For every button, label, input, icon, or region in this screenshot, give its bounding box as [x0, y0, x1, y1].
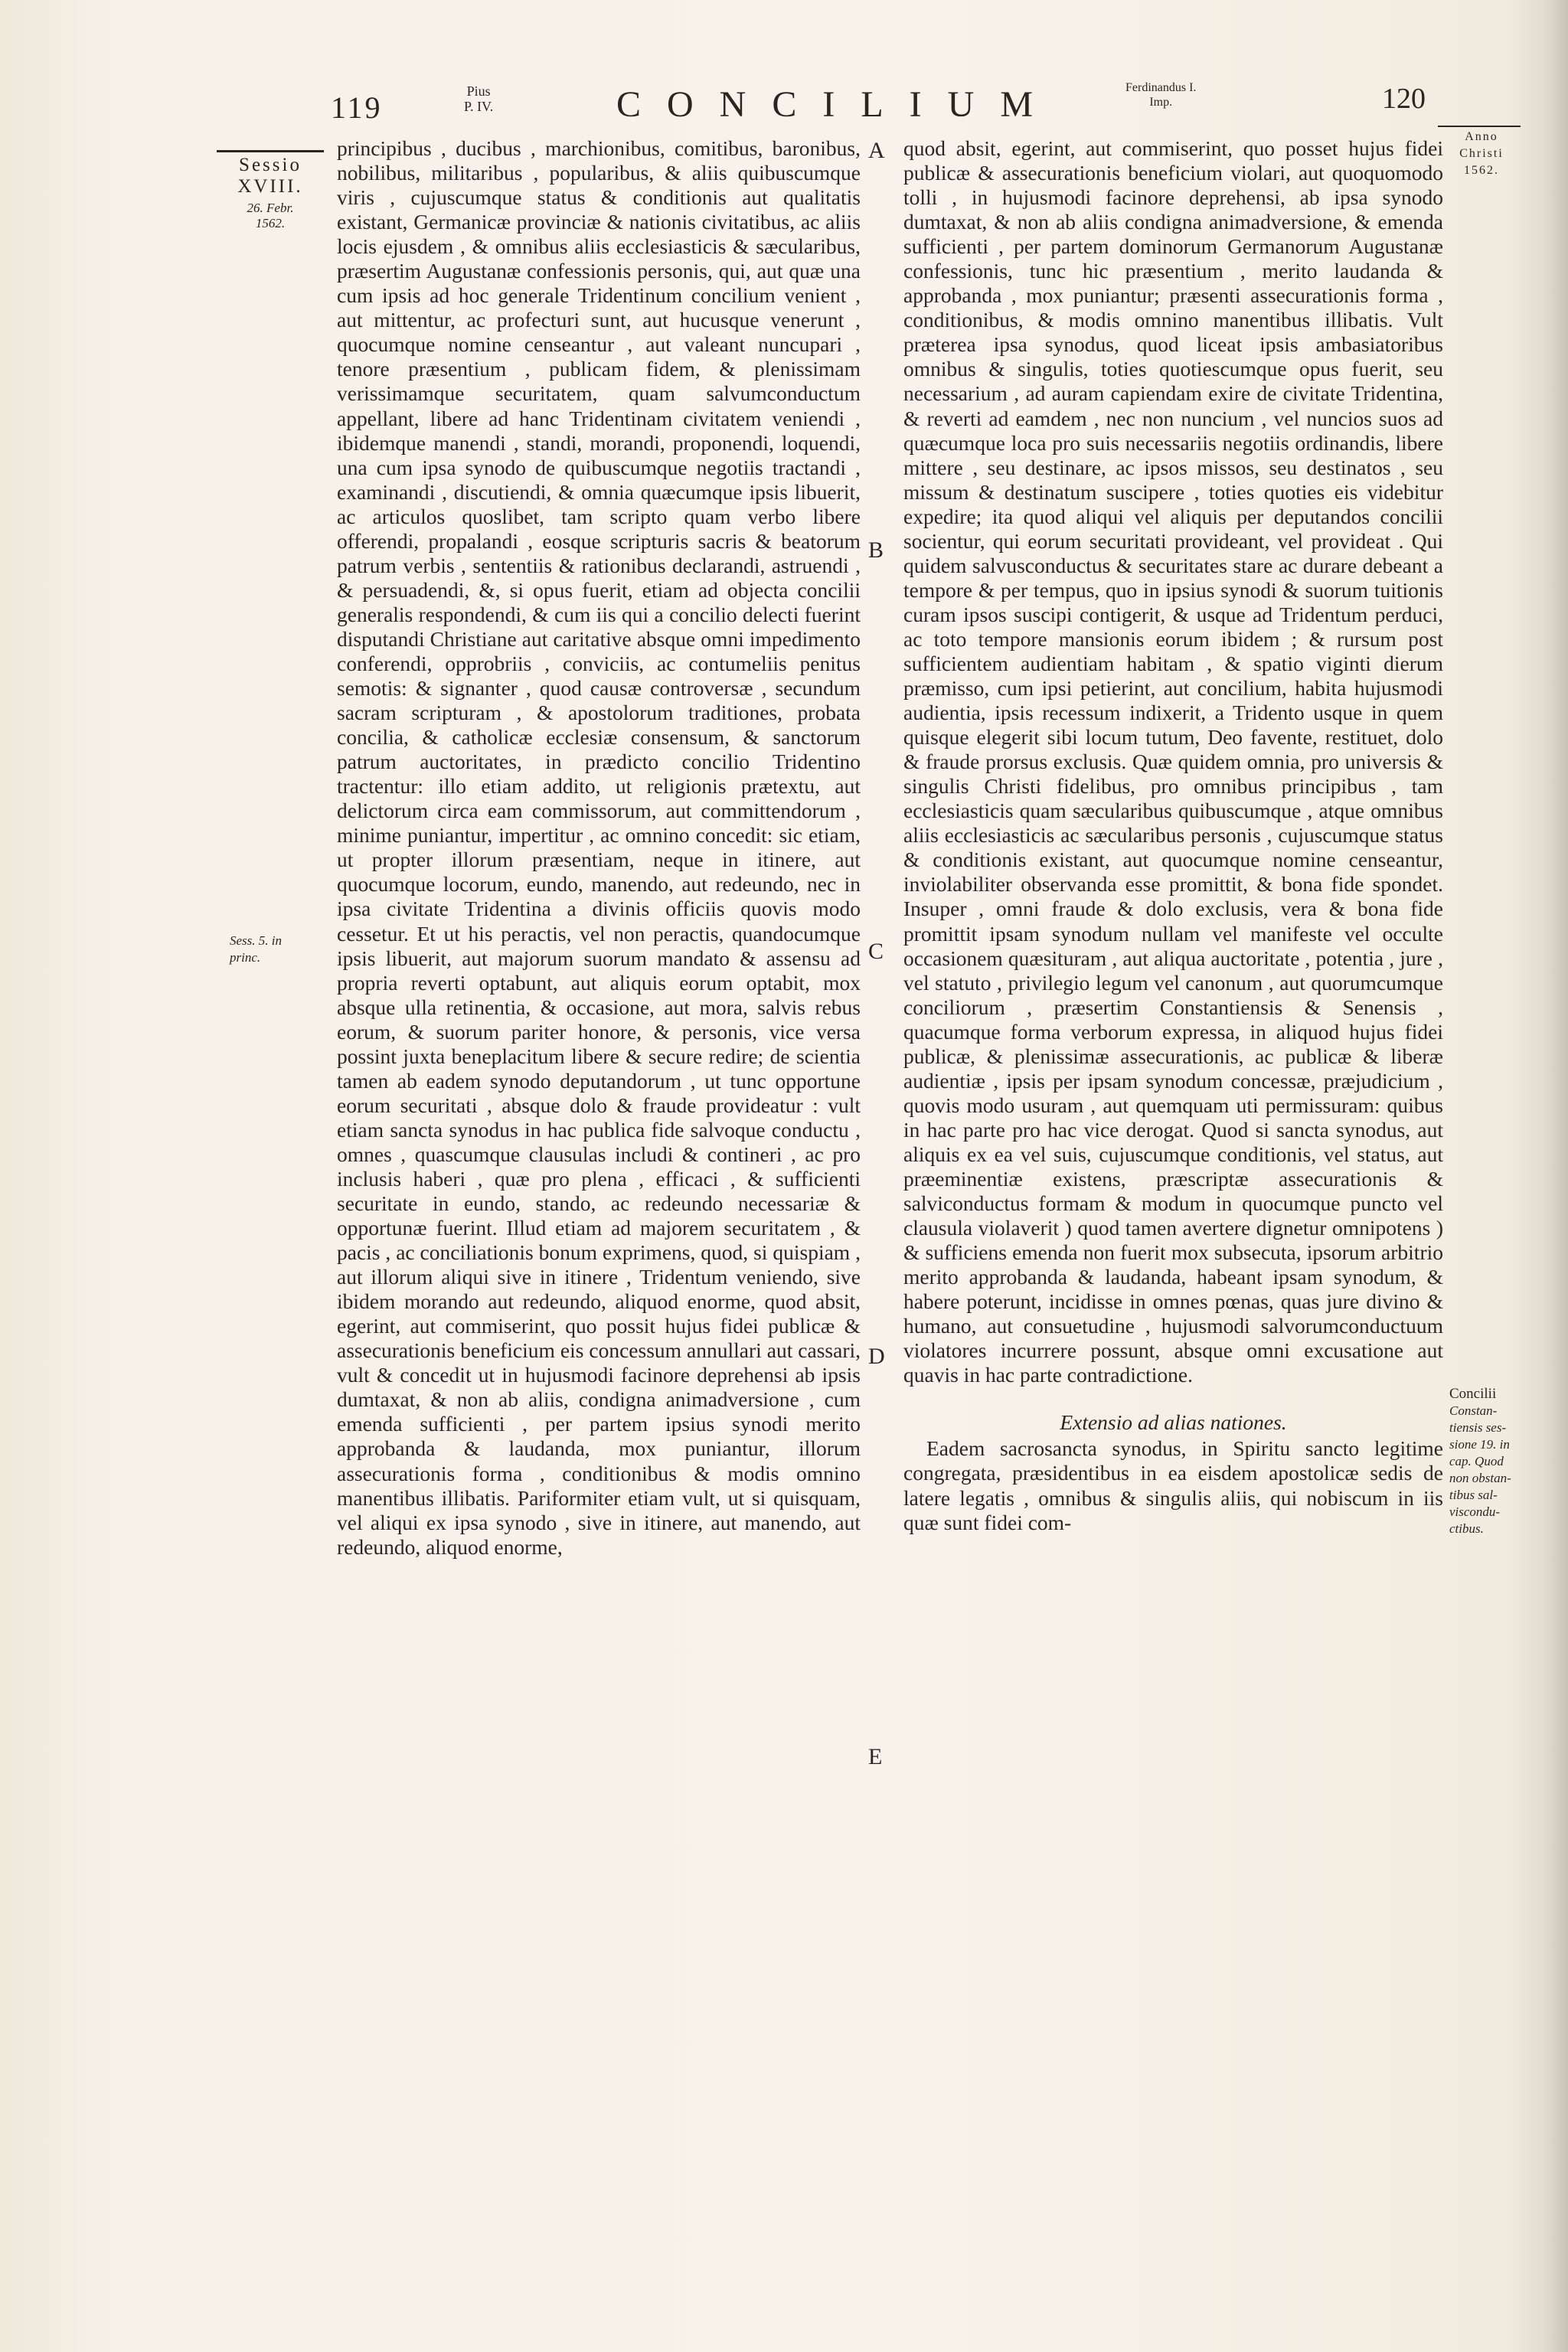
anno-year: 1562.: [1464, 164, 1499, 177]
rnote-line-4: cap. Quod: [1449, 1454, 1504, 1468]
anno-rule: [1438, 126, 1521, 127]
left-column: [337, 136, 861, 1560]
section-letter-e: E: [868, 1744, 883, 1769]
left-page-number: 119: [331, 90, 383, 125]
pope-label: [464, 83, 493, 114]
anno-christi-note: [1439, 129, 1524, 179]
anno-label: Anno: [1465, 130, 1498, 143]
running-header: [0, 73, 1568, 134]
sessio-date: [217, 201, 324, 231]
extension-paragraph: Eadem sacrosancta synodus, in Spiritu sancto legitime congregata, præsidentibus in ea eisdem apostolicæ sedis de latere legatis , omnibus & singulis aliis, qui nobiscum in iis quæ sunt fidei com-: [903, 1436, 1443, 1534]
sessio-rule: [217, 150, 324, 152]
right-column: [903, 136, 1443, 1535]
sessio-number: XVIII.: [237, 176, 303, 197]
pope-name: Pius: [466, 83, 491, 99]
rnote-line-8: ctibus.: [1449, 1521, 1484, 1536]
section-letter-d: D: [868, 1344, 885, 1369]
concilii-constantiensis-note: [1449, 1386, 1534, 1537]
left-column-text: principibus , ducibus , marchionibus, comitibus, baronibus, nobilibus, militaribus , popularibus, & aliis quibuscumque viris , cujuscumque status & conditionis aut qualitatis existant, Germanicæ provinciæ & nationis civitatibus, ac aliis locis ejusdem , & omnibus aliis ecclesiasticis & sæcularibus, præsertim Augustanæ confessionis personis, qui, aut quæ una cum ipsis ad hoc generale Tridentinum concilium venient , aut mittentur, ac profecturi sunt, aut hucusque venerunt , quocumque nomine censeantur , aut valeant nuncupari , tenore præsentium , publicam fidem, & plenissimam verissimamque securitatem, quam salvumconductum appellant, libere ad hanc Tridentinam civitatem veniendi , ibidemque manendi , standi, morandi, proponendi, loquendi, una cum ipsa synodo de quibuscumque negotiis tractandi , examinandi , discutiendi, & omnia quæcumque ipsis libuerit, ac articulos quoslibet, tam scripto quam verbo libere offerendi, propalandi , eosque scripturis sacris & beatorum patrum verbis , sententiis & rationibus declarandi, astruendi , & persuadendi, &, si opus fuerit, etiam ad objecta concilii generalis respondendi, & cum iis qui a concilio delecti fuerint disputandi Christiane aut caritative absque omni impedimento conferendi, opprobriis , conviciis, ac contumeliis penitus semotis: & signanter , quod causæ controversæ , secundum sacram scripturam , & apostolorum traditiones, probata concilia, & catholicæ ecclesiæ consensum, & sanctorum patrum auctoritates, in prædicto concilio Tridentino tractentur: illo etiam addito, ut religionis prætextu, aut delictorum circa eam commissorum, aut committendorum , minime puniantur, impertitur , ac omnino concedit: sic etiam, ut propter illorum præsentiam, neque in itinere, aut quocumque locorum, eundo, manendo, aut redeundo, nec in ipsa civitate Tridentina a divinis officiis quovis modo cessetur. Et ut his peractis, vel non peractis, quandocumque ipsis libuerit, aut majorum suorum mandato & assensu ad propria reverti optabunt, aut aliquis eorum optabit, mox absque ulla retinentia, & occasione, aut mora, salvis rebus eorum, & suorum pariter honore, & personis, vice versa possint juxta beneplacitum libere & secure redire; de scientia tamen ab eadem synodo deputandorum , ut tunc opportune eorum securitati , absque dolo & fraude provideatur : vult etiam sancta synodus in hac publica fide salvoque conductu , omnes , quascumque clausulas includi & contineri , ac pro inclusis haberi , quæ pro plena , efficaci , & sufficienti securitate in eundo, stando, ac redeundo necessariæ & opportunæ fuerint. Illud etiam ad majorem securitatem , & pacis , ac conciliationis bonum exprimens, quod, si quispiam , aut illorum aliqui sive in itinere , Tridentum veniendo, sive ibidem morando aut redeundo, aliquod enorme, quod absit, egerint, aut commiserint, quo possit hujus fidei publicæ & assecurationis beneficium eis concessum annullari aut cassari, vult & concedit ut in hujusmodi facinore deprehensi ab ipsis dumtaxat, & non ab aliis, condigna animadversione , cum emenda sufficienti , per partem ipsius synodi merito approbanda & laudanda, mox puniantur, illorum assecurationis forma , conditionibus & modis omnino manentibus illibatis. Pariformiter etiam vult, ut si quisquam, vel aliqui ex ipsa synodo , sive in itinere, aut manendo, aut redeundo, aliquod enorme,: [337, 136, 861, 1559]
right-page-number: 120: [1382, 83, 1426, 115]
page-edge-shadow: [1545, 0, 1568, 2352]
section-heading: Extensio ad alias nationes.: [1060, 1410, 1287, 1435]
rnote-line-3: sione 19. in: [1449, 1437, 1510, 1452]
emperor-title: Imp.: [1149, 96, 1173, 109]
rnote-line-1: Constan-: [1449, 1403, 1498, 1418]
emperor-name: Ferdinandus I.: [1125, 81, 1197, 94]
running-title: CONCILIUM: [616, 84, 1059, 125]
sessio-label: Sessio: [239, 155, 302, 175]
sess-reference-note: [230, 933, 322, 966]
sessio-date-day: 26. Febr.: [247, 201, 294, 215]
section-letter-b: B: [868, 537, 884, 563]
sessio-note: [217, 155, 324, 231]
rnote-line-6: tibus sal-: [1449, 1488, 1498, 1502]
rnote-line-2: tiensis ses-: [1449, 1420, 1507, 1435]
rnote-line-7: viscondu-: [1449, 1504, 1501, 1519]
right-column-text: quod absit, egerint, aut commiserint, quo posset hujus fidei publicæ & assecurationis beneficium violari, aut quoquomodo tolli , in hujusmodi facinore deprehensi, ab ipsa synodo dumtaxat, & non ab aliis condigna animadversione, & emenda sufficienti , per partem dominorum Germanorum Augustanæ confessionis, tunc hic præsentium , merito laudanda & approbanda , mox puniantur; præsenti assecurationis forma , conditionibus, & modis omnino manentibus illibatis. Vult præterea ipsa synodus, quod liceat ipsis ambasiatoribus omnibus & singulis, toties quotiescumque opus fuerit, seu necessarium , ad auram capiendam exire de civitate Tridentina, & reverti ad eamdem , nec non nuncium , vel nuncios suos ad quæcumque loca pro suis necessariis negotiis ordinandis, libere mittere , seu destinare, ac ipsos missos, seu destinatos , seu missum & destinatum suscipere , toties quoties eis videbitur expedire; ita quod aliqui vel aliquis per deputandos concilii socientur, qui eorum securitati provideant, vel provideat . Qui quidem salvusconductus & securitates stare ac durare debeant a tempore & per tempus, quo in ipsius synodi & suorum tuitionis curam ipsos suscipi contigerit, & usque ad Tridentum perduci, ac toto tempore mansionis eorum ibidem ; & rursum post sufficientem audientiam habitam , & spatio viginti dierum præmisso, cum ipsi petierint, aut concilium, habita hujusmodi audientia, ipsis recessum indixerit, a Tridento usque in quem quisque elegerit sibi locum tutum, Deo favente, restituet, dolo & fraude prorsus exclusis. Quæ quidem omnia, pro universis & singulis Christi fidelibus, pro omnibus principibus , tam ecclesiasticis quam sæcularibus quibuscumque , atque omnibus aliis ecclesiasticis ac sæcularibus personis , cujuscumque status & conditionis existant, aut quocumque nomine censeantur, inviolabiliter observanda esse promittit, & bona fide spondet. Insuper , omni fraude & dolo exclusis, vera & bona fide promittit ipsam synodum nullam vel manifeste vel occulte occasionem quæsituram , aut aliqua auctoritate , potentia , jure , vel statuto , privilegio legum vel canonum , aut quorumcumque conciliorum , præsertim Constantiensis & Senensis , quacumque forma verborum expressa, in aliquod hujus fidei publicæ, & plenissimæ assecurationis, ac publicæ & liberæ audientiæ , ipsis per ipsam synodum concessæ, præjudicium , quovis modo usuram , aut quemquam uti permissuram: quibus in hac parte pro hac vice derogat. Quod si sancta synodus, aut aliquis ex ea vel suis, cujuscumque conditionis, vel status, aut præeminentiæ existens, præscriptæ assecurationis & salviconductus formam & modum in quocumque puncto vel clausula violaverit ) quod tamen avertere dignetur omnipotens ) & sufficiens emenda non fuerit mox subsecuta, ipsorum arbitrio merito approbanda & laudanda, habeant ipsam synodum, & habere poterunt, incidisse in omnes pœnas, quas jure divino & humano, aut consuetudine , hujusmodi salvorumconductuum violatores incurrere possunt, absque omni excusatione aut quavis in hac parte contradictione.: [903, 136, 1443, 1387]
sess-reference-line2: princ.: [230, 950, 261, 965]
christi-label: Christi: [1459, 147, 1504, 160]
sess-reference-line1: Sess. 5. in: [230, 933, 282, 948]
sessio-date-year: 1562.: [255, 216, 286, 230]
emperor-label: [1125, 80, 1196, 109]
section-letter-a: A: [868, 138, 885, 163]
section-letter-c: C: [868, 939, 884, 964]
rnote-line-0: Concilii: [1449, 1386, 1497, 1402]
rnote-line-5: non obstan-: [1449, 1471, 1511, 1485]
pope-number: P. IV.: [464, 99, 494, 114]
